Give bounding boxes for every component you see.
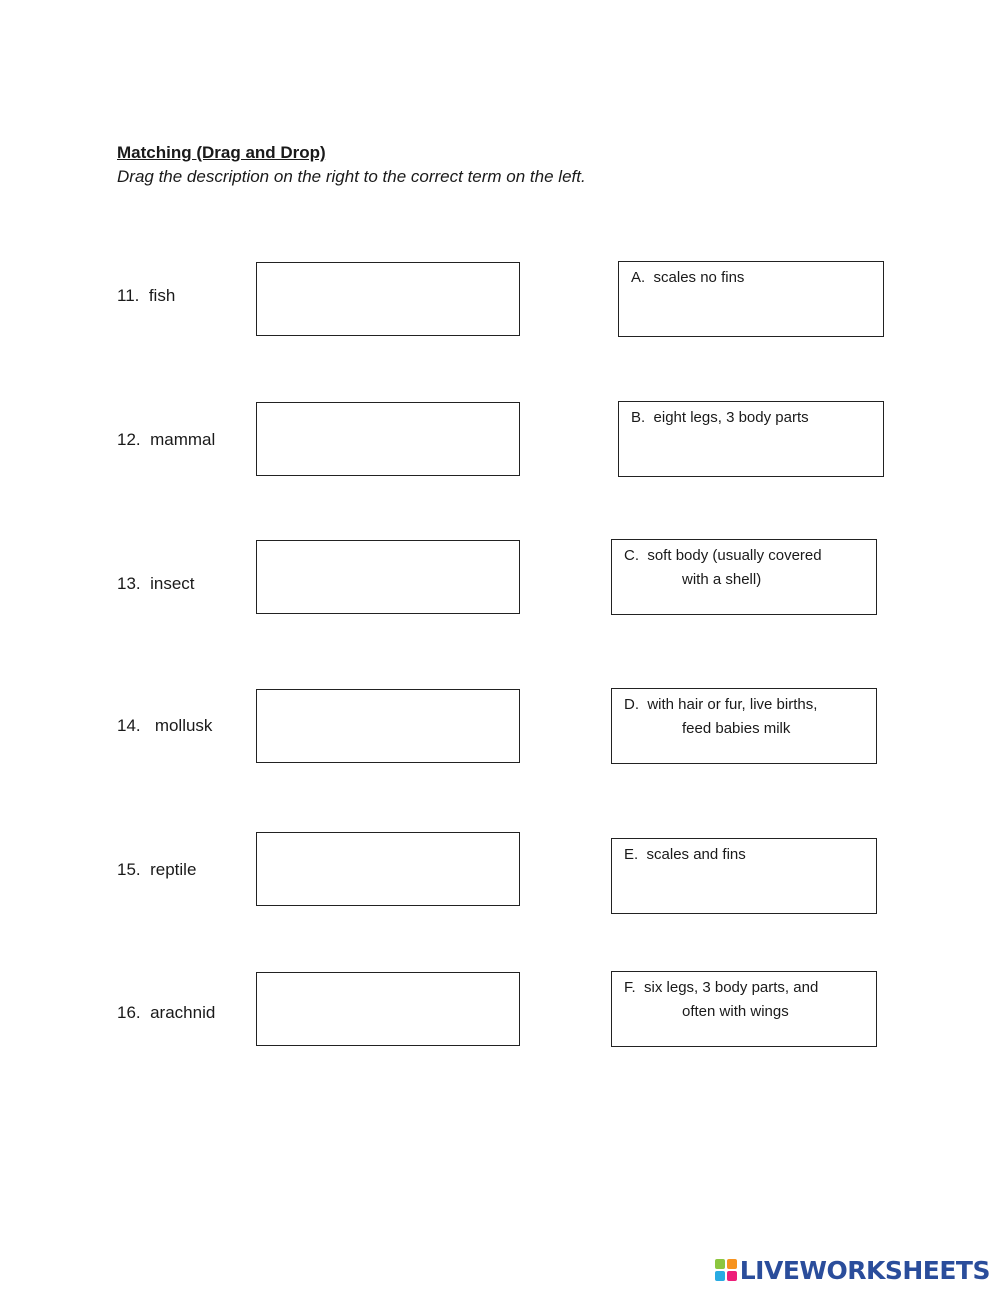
drop-zone-11[interactable] <box>256 262 520 336</box>
draggable-description-f[interactable]: F. six legs, 3 body parts, and often with wings <box>611 971 877 1047</box>
term-14: 14. mollusk <box>117 716 213 735</box>
term-12: 12. mammal <box>117 430 216 449</box>
draggable-description-b[interactable]: B. eight legs, 3 body parts <box>618 401 884 477</box>
drop-zone-14[interactable] <box>256 689 520 763</box>
liveworksheets-logo <box>715 1254 990 1286</box>
drop-zone-12[interactable] <box>256 402 520 476</box>
draggable-description-c[interactable]: C. soft body (usually covered with a shell) <box>611 539 877 615</box>
draggable-description-a[interactable]: A. scales no fins <box>618 261 884 337</box>
logo-text: LIVEWORKSHEETS <box>739 1255 990 1285</box>
draggable-description-d[interactable]: D. with hair or fur, live births, feed babies milk <box>611 688 877 764</box>
drop-zone-16[interactable] <box>256 972 520 1046</box>
logo-blocks-icon <box>715 1259 737 1281</box>
term-15: 15. reptile <box>117 860 197 879</box>
term-16: 16. arachnid <box>117 1003 216 1022</box>
drop-zone-15[interactable] <box>256 832 520 906</box>
page-title: Matching (Drag and Drop) <box>117 143 326 162</box>
draggable-description-e[interactable]: E. scales and fins <box>611 838 877 914</box>
term-11: 11. fish <box>117 286 176 305</box>
drop-zone-13[interactable] <box>256 540 520 614</box>
term-13: 13. insect <box>117 574 195 593</box>
instructions-text: Drag the description on the right to the correct term on the left. <box>117 167 586 186</box>
